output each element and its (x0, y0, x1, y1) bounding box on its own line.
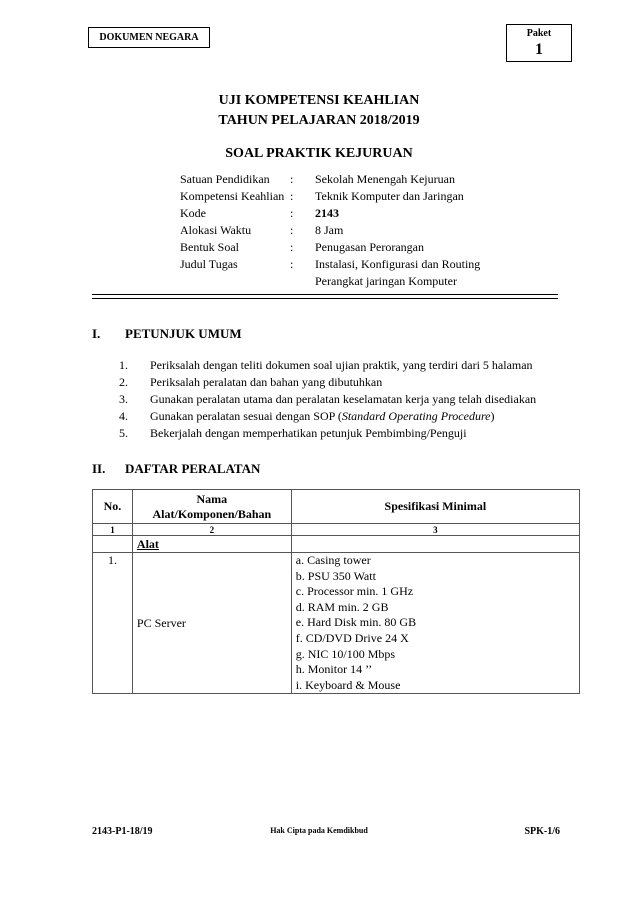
spec-item: a. Casing tower (295, 553, 371, 567)
table-row (93, 553, 580, 694)
meta-value: Sekolah Menengah Kejuruan (315, 172, 455, 186)
column-number: 2 (132, 524, 291, 536)
section-number: II. (92, 461, 106, 476)
academic-year-title: TAHUN PELAJARAN 2018/2019 (218, 113, 420, 128)
list-item-text-end: ) (490, 409, 495, 423)
list-item (119, 357, 562, 374)
list-item-number: 3. (119, 392, 128, 406)
group-empty-cell (93, 536, 133, 553)
row-spec-list (291, 553, 579, 694)
paket-label: Paket (526, 28, 552, 39)
meta-key: Judul Tugas (180, 257, 238, 271)
column-header-spec: Spesifikasi Minimal (291, 490, 579, 524)
list-item-text-start: Gunakan peralatan sesuai dengan SOP ( (150, 409, 342, 423)
spec-item: e. Hard Disk min. 80 GB (295, 615, 417, 630)
instruction-list (119, 357, 562, 442)
document-classification-label: DOKUMEN NEGARA (88, 27, 210, 48)
sop-expansion: Standard Operating Procedure (341, 409, 491, 423)
list-item-number: 2. (119, 375, 128, 389)
group-label: Alat (132, 536, 291, 553)
list-item (119, 408, 562, 425)
section-heading-peralatan (92, 461, 562, 479)
meta-key: Kode (180, 206, 206, 220)
row-number: 1. (93, 553, 133, 694)
meta-value: Instalasi, Konfigurasi dan Routing (315, 257, 481, 271)
meta-key: Bentuk Soal (180, 240, 239, 254)
meta-separator: : (290, 240, 294, 254)
column-number: 3 (291, 524, 579, 536)
section-heading-petunjuk (92, 326, 562, 344)
column-header-no: No. (93, 490, 133, 524)
paket-number: 1 (535, 41, 543, 58)
section-title: PETUNJUK UMUM (125, 326, 242, 341)
paket-box (506, 24, 572, 62)
spec-item: i. Keyboard & Mouse (295, 677, 401, 692)
row-item-name: PC Server (132, 553, 291, 694)
group-empty-cell (291, 536, 579, 553)
meta-value: Perangkat jaringan Komputer (315, 274, 457, 288)
footer-document-code: 2143-P1-18/19 (92, 826, 153, 837)
spec-item: b. PSU 350 Watt (295, 568, 376, 583)
footer-copyright: Hak Cipta pada Kemdikbud (270, 826, 368, 835)
list-item (119, 391, 562, 408)
meta-value: 2143 (315, 206, 339, 220)
section-title: DAFTAR PERALATAN (125, 461, 261, 476)
list-item-text (150, 409, 495, 423)
meta-separator: : (290, 206, 294, 220)
meta-key: Satuan Pendidikan (180, 172, 270, 186)
column-header-name-line2: Alat/Komponen/Bahan (152, 506, 272, 521)
meta-separator: : (290, 189, 294, 203)
column-number-row (93, 524, 580, 536)
column-header-name-line1: Nama (196, 491, 228, 506)
exam-type-title: SOAL PRAKTIK KEJURUAN (225, 146, 413, 161)
footer-page-number: SPK-1/6 (524, 826, 560, 837)
group-row (93, 536, 580, 553)
spec-item: h. Monitor 14 ’’ (295, 662, 373, 677)
section-number: I. (92, 326, 101, 341)
table-header-row (93, 490, 580, 524)
column-header-name (132, 490, 291, 524)
meta-value: Teknik Komputer dan Jaringan (315, 189, 464, 203)
meta-key: Alokasi Waktu (180, 223, 252, 237)
list-item-text: Bekerjalah dengan memperhatikan petunjuk Pembimbing/Penguji (150, 426, 467, 440)
list-item-number: 4. (119, 409, 128, 423)
spec-item: g. NIC 10/100 Mbps (295, 646, 396, 661)
meta-separator: : (290, 223, 294, 237)
meta-value: Penugasan Perorangan (315, 240, 424, 254)
list-item-text: Periksalah dengan teliti dokumen soal ujian praktik, yang terdiri dari 5 halaman (150, 358, 533, 372)
list-item-number: 5. (119, 426, 128, 440)
list-item-text: Periksalah peralatan dan bahan yang dibutuhkan (150, 375, 383, 389)
equipment-table (92, 489, 580, 694)
meta-separator: : (290, 257, 294, 271)
meta-key: Kompetensi Keahlian (180, 189, 285, 203)
meta-separator: : (290, 172, 294, 186)
spec-item: f. CD/DVD Drive 24 X (295, 630, 409, 645)
spec-item: d. RAM min. 2 GB (295, 599, 389, 614)
list-item-text: Gunakan peralatan utama dan peralatan keselamatan kerja yang telah disediakan (150, 392, 537, 406)
meta-value: 8 Jam (315, 223, 344, 237)
double-divider (92, 294, 558, 299)
spec-item: c. Processor min. 1 GHz (295, 584, 414, 599)
exam-title: UJI KOMPETENSI KEAHLIAN (218, 93, 420, 108)
list-item-number: 1. (119, 358, 128, 372)
list-item (119, 425, 562, 442)
column-number: 1 (93, 524, 133, 536)
list-item (119, 374, 562, 391)
